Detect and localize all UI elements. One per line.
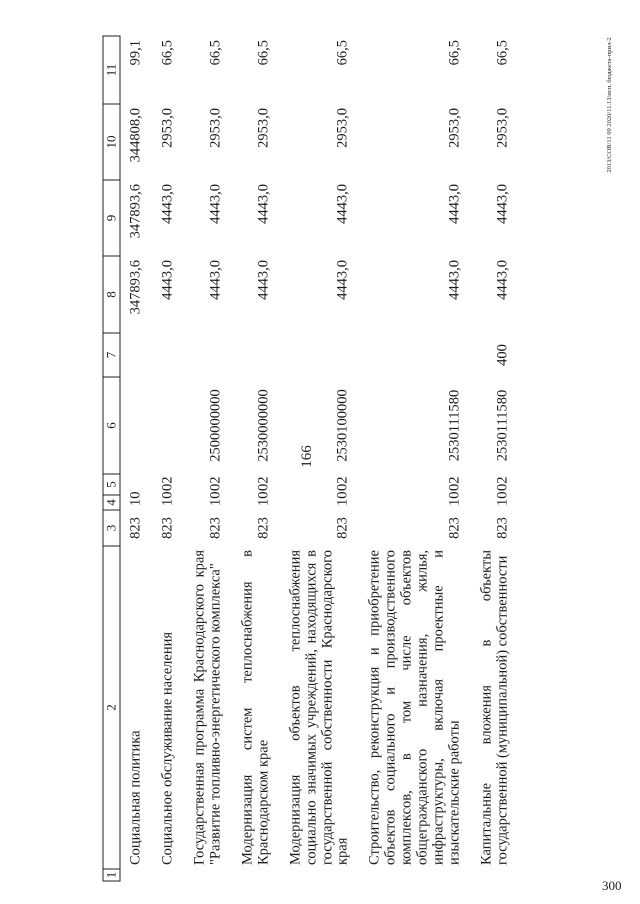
header-col-5: 5	[103, 474, 120, 495]
row-name: Модернизация систем теплоснабжения в Краснодарском крае	[239, 550, 272, 865]
row-c9: 4443,0	[207, 184, 224, 224]
row-c3: 823	[159, 517, 176, 539]
row-c7	[232, 333, 280, 377]
row-c8: 4443,0	[159, 260, 176, 300]
row-c8: 4443,0	[255, 260, 272, 300]
header-col-10: 10	[103, 104, 120, 180]
row-c4: 10	[127, 491, 144, 506]
sheet-number: 300	[602, 878, 622, 893]
header-col-4: 4	[103, 495, 120, 510]
row-c6: 2530111580	[446, 389, 463, 462]
row-c3: 823	[127, 517, 144, 539]
row-c9: 4443,0	[494, 184, 511, 224]
header-col-2: 2	[103, 546, 120, 869]
row-c10: 344808,0	[127, 108, 144, 163]
row-name: Строительство, реконструкция и приобретение объектов социального и производственного комплексов, в том числе объектов общегражданского назначения, жилья, инфраструктуры, включая проектные и изыскательские работы	[366, 550, 463, 865]
row-c9: 4443,0	[255, 184, 272, 224]
table-row	[232, 36, 280, 881]
row-c9: 4443,0	[446, 184, 463, 224]
row-c10: 2953,0	[446, 108, 463, 148]
row-c5: 02	[159, 476, 176, 491]
row-c7	[152, 333, 184, 377]
row-c11: 66,5	[255, 40, 272, 66]
row-c7	[120, 333, 152, 377]
table-row	[360, 36, 472, 881]
row-c8: 4443,0	[207, 260, 224, 300]
row-c5: 02	[494, 476, 511, 491]
row-c6: 2500000000	[207, 389, 224, 462]
row-c6: 2530100000	[334, 389, 351, 462]
row-c6: 2530111580	[494, 389, 511, 462]
row-name: Социальное обслуживание населения	[159, 631, 176, 865]
row-c5: 02	[255, 476, 272, 491]
page-number: 166	[298, 445, 315, 468]
row-c4: 10	[446, 491, 463, 506]
row-c10: 2953,0	[207, 108, 224, 148]
row-c6	[152, 377, 184, 474]
row-name: Государственная программа Краснодарского края "Развитие топливно-энергетического комплекса"	[191, 550, 224, 865]
row-c8: 4443,0	[446, 260, 463, 300]
row-c3: 823	[334, 517, 351, 539]
table-header-row	[103, 36, 120, 881]
header-col-1: 1	[103, 869, 120, 881]
table-row	[472, 36, 520, 881]
row-c11: 66,5	[494, 40, 511, 66]
row-c3: 823	[255, 517, 272, 539]
table-row	[152, 36, 184, 881]
row-c10: 2953,0	[334, 108, 351, 148]
row-c3: 823	[446, 517, 463, 539]
row-c7	[280, 333, 360, 377]
row-name: Модернизация объектов теплоснабжения социально значимых учреждений, находящихся в государственной собственности Краснодарского края	[287, 550, 351, 865]
row-c4: 10	[494, 491, 511, 506]
row-c8: 4443,0	[494, 260, 511, 300]
row-c6: 2530000000	[255, 389, 272, 462]
header-col-11: 11	[103, 36, 120, 104]
row-c8: 347893,6	[127, 260, 144, 315]
row-c3: 823	[207, 517, 224, 539]
rotated-table-container	[103, 37, 611, 882]
header-col-3: 3	[103, 510, 120, 546]
document-stamp-text: 2013/COB/11 09 2020/11.13/исп. бюджета-прил-2	[606, 37, 613, 173]
row-c8: 4443,0	[334, 260, 351, 300]
row-c10: 2953,0	[159, 108, 176, 148]
row-c9: 4443,0	[334, 184, 351, 224]
row-c4: 10	[334, 491, 351, 506]
row-c9: 4443,0	[159, 184, 176, 224]
row-c5: 02	[207, 476, 224, 491]
row-c5: 02	[446, 476, 463, 491]
row-name: Социальная политика	[127, 730, 144, 865]
row-c7	[184, 333, 232, 377]
row-c4: 10	[159, 491, 176, 506]
table-row	[184, 36, 232, 881]
header-col-6: 6	[103, 377, 120, 474]
row-c7	[360, 333, 472, 377]
row-c11: 66,5	[334, 40, 351, 66]
row-c11: 66,5	[207, 40, 224, 66]
row-c10: 2953,0	[255, 108, 272, 148]
row-c4: 10	[255, 491, 272, 506]
row-c4: 10	[207, 491, 224, 506]
budget-table	[103, 36, 520, 882]
row-c6	[120, 377, 152, 474]
row-c9: 347893,6	[127, 184, 144, 239]
row-c11: 66,5	[446, 40, 463, 66]
table-row	[120, 36, 152, 881]
row-c5: 02	[334, 476, 351, 491]
row-c10: 2953,0	[494, 108, 511, 148]
row-c3: 823	[494, 517, 511, 539]
row-c11: 66,5	[159, 40, 176, 66]
header-col-9: 9	[103, 180, 120, 256]
header-col-7: 7	[103, 333, 120, 377]
table-row	[280, 36, 360, 881]
row-c7: 400	[494, 344, 511, 366]
row-name: Капитальные вложения в объекты государственной (муниципальной) собственности	[478, 550, 511, 865]
header-col-8: 8	[103, 256, 120, 333]
row-c11: 99,1	[127, 40, 144, 66]
